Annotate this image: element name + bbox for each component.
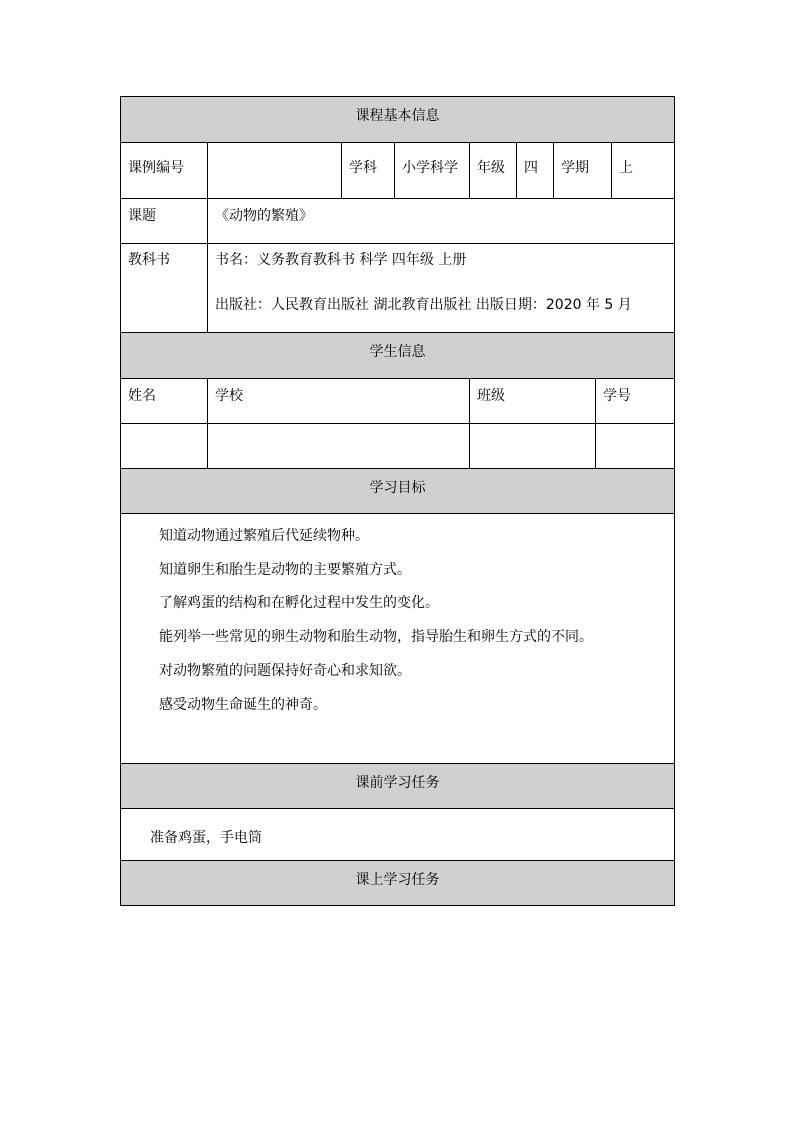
goal-item: 感受动物生命诞生的神奇。 bbox=[159, 697, 327, 713]
textbook-label: 教科书 bbox=[121, 244, 208, 332]
topic-row bbox=[121, 199, 674, 244]
grade-value: 四 bbox=[517, 143, 554, 198]
section-title: 课上学习任务 bbox=[355, 872, 440, 888]
basic-info-row bbox=[121, 143, 674, 199]
section-title: 学生信息 bbox=[369, 344, 426, 360]
pre-class-task-body bbox=[121, 809, 674, 861]
student-class-label: 班级 bbox=[470, 379, 596, 423]
learning-goals-body bbox=[121, 514, 674, 764]
term-label: 学期 bbox=[554, 143, 612, 198]
textbook-name-line: 书名：义务教育教科书 科学 四年级 上册 bbox=[215, 252, 467, 268]
student-name-value bbox=[121, 424, 208, 468]
goal-item: 了解鸡蛋的结构和在孵化过程中发生的变化。 bbox=[159, 595, 439, 611]
topic-label: 课题 bbox=[121, 199, 208, 243]
goal-item: 知道动物通过繁殖后代延续物种。 bbox=[159, 528, 369, 544]
pre-class-task-text: 准备鸡蛋，手电筒 bbox=[150, 830, 262, 846]
publisher-line: 出版社：人民教育出版社 湖北教育出版社 出版日期：2020 年 5 月 bbox=[215, 297, 632, 313]
section-title: 课程基本信息 bbox=[355, 108, 440, 124]
student-school-value bbox=[208, 424, 470, 468]
goal-item: 对动物繁殖的问题保持好奇心和求知欲。 bbox=[159, 663, 411, 679]
student-name-label: 姓名 bbox=[121, 379, 208, 423]
section-header-basic-info bbox=[121, 97, 674, 143]
section-header-in-class-tasks bbox=[121, 861, 674, 905]
case-number-label: 课例编号 bbox=[121, 143, 208, 198]
section-header-pre-class-tasks bbox=[121, 764, 674, 809]
student-id-value bbox=[596, 424, 674, 468]
section-header-learning-goals bbox=[121, 469, 674, 514]
case-number-value bbox=[208, 143, 342, 198]
goal-item: 能列举一些常见的卵生动物和胎生动物，指导胎生和卵生方式的不同。 bbox=[159, 629, 593, 645]
topic-value: 《动物的繁殖》 bbox=[215, 208, 313, 224]
section-title: 学习目标 bbox=[369, 480, 426, 496]
section-title: 课前学习任务 bbox=[355, 775, 440, 791]
student-value-row bbox=[121, 424, 674, 469]
term-value: 上 bbox=[619, 160, 633, 176]
textbook-row bbox=[121, 244, 674, 333]
course-info-table bbox=[120, 96, 675, 906]
student-class-value bbox=[470, 424, 596, 468]
subject-label: 学科 bbox=[342, 143, 395, 198]
student-school-label: 学校 bbox=[208, 379, 470, 423]
goal-item: 知道卵生和胎生是动物的主要繁殖方式。 bbox=[159, 562, 411, 578]
student-label-row bbox=[121, 379, 674, 424]
subject-value: 小学科学 bbox=[395, 143, 470, 198]
grade-label: 年级 bbox=[470, 143, 517, 198]
student-id-label: 学号 bbox=[603, 388, 631, 404]
section-header-student-info bbox=[121, 333, 674, 379]
